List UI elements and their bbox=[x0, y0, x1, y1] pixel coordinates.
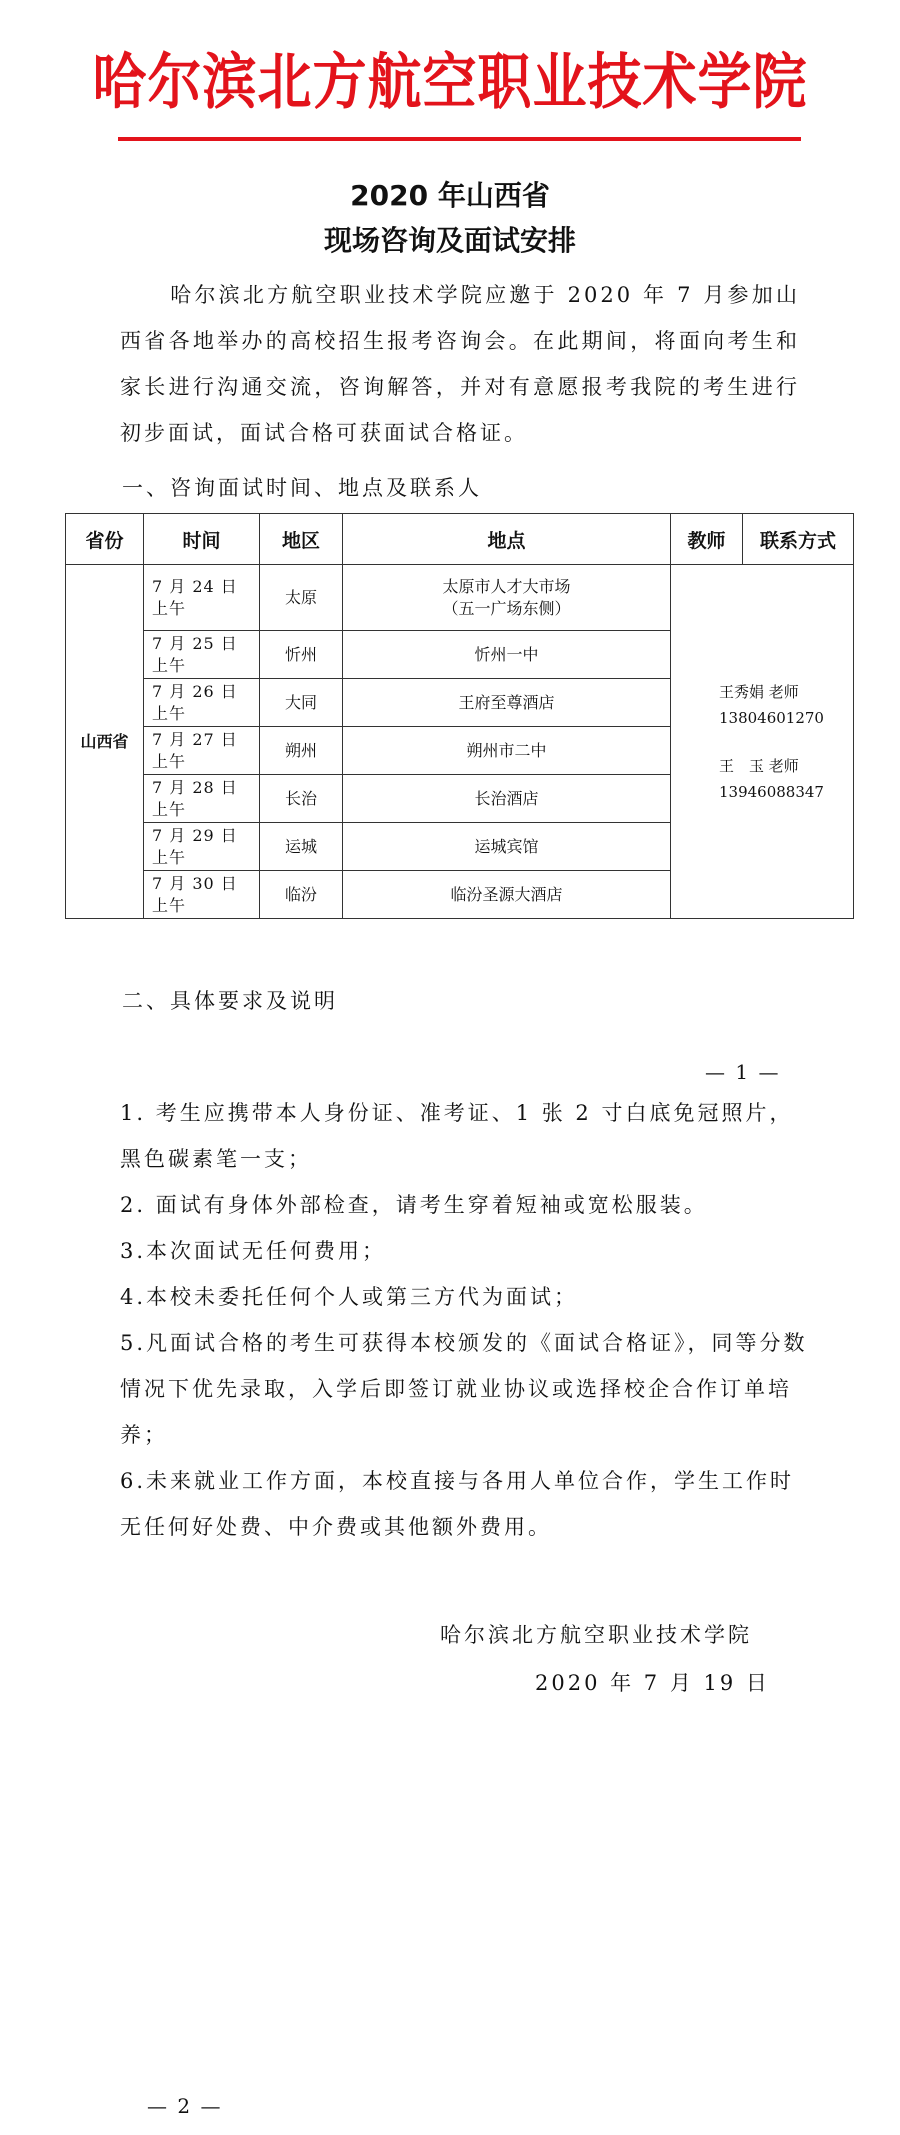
contact-name: 王 玉 老师 bbox=[719, 756, 799, 775]
time-cell: 7 月 27 日 上午 bbox=[144, 727, 260, 775]
section-heading-requirements: 二、具体要求及说明 bbox=[122, 989, 338, 1013]
signature-date: 2020 年 7 月 19 日 bbox=[535, 1671, 770, 1695]
region-cell: 运城 bbox=[260, 823, 343, 871]
region-cell: 朔州 bbox=[260, 727, 343, 775]
contact-name: 王秀娟 老师 bbox=[719, 682, 799, 701]
location-cell bbox=[343, 565, 671, 631]
letterhead-rule bbox=[118, 137, 801, 141]
list-item: 3.本次面试无任何费用； bbox=[120, 1239, 387, 1263]
region-cell: 临汾 bbox=[260, 871, 343, 919]
list-item: 5.凡面试合格的考生可获得本校颁发的《面试合格证》，同等分数情况下优先录取，入学后即签订就业协议或选择校企合作订单培养； bbox=[120, 1331, 808, 1447]
document-title-line1: 2020 年山西省 bbox=[350, 179, 550, 212]
contact-phone: 13804601270 bbox=[719, 708, 824, 727]
column-header-teacher: 教师 bbox=[671, 514, 743, 565]
table-row bbox=[66, 565, 854, 631]
signature-organization: 哈尔滨北方航空职业技术学院 bbox=[440, 1623, 752, 1647]
schedule-table bbox=[65, 513, 854, 919]
list-item: 4.本校未委托任何个人或第三方代为面试； bbox=[120, 1285, 579, 1309]
list-item: 1. 考生应携带本人身份证、准考证、1 张 2 寸白底免冠照片，黑色碳素笔一支； bbox=[120, 1101, 794, 1171]
column-header-location: 地点 bbox=[343, 514, 671, 565]
time-cell: 7 月 30 日 上午 bbox=[144, 871, 260, 919]
intro-paragraph bbox=[120, 272, 800, 456]
intro-text: 哈尔滨北方航空职业技术学院应邀于 2020 年 7 月参加山西省各地举办的高校招生报考咨询会。在此期间，将面向考生和家长进行沟通交流，咨询解答，并对有意愿报考我院的考生进行初步面试，面试合格可获面试合格证。 bbox=[120, 283, 800, 445]
region-cell: 太原 bbox=[260, 565, 343, 631]
location-cell: 朔州市二中 bbox=[343, 727, 671, 775]
time-cell: 7 月 26 日 上午 bbox=[144, 679, 260, 727]
location-cell: 忻州一中 bbox=[343, 631, 671, 679]
list-item: 2. 面试有身体外部检查，请考生穿着短袖或宽松服装。 bbox=[120, 1193, 708, 1217]
time-cell: 7 月 24 日 上午 bbox=[144, 565, 260, 631]
region-cell: 大同 bbox=[260, 679, 343, 727]
contact-cell bbox=[671, 565, 854, 919]
time-cell: 7 月 29 日 上午 bbox=[144, 823, 260, 871]
list-item: 6.未来就业工作方面，本校直接与各用人单位合作，学生工作时无任何好处费、中介费或其他额外费用。 bbox=[120, 1469, 795, 1539]
page-number: — 2 — bbox=[147, 2094, 223, 2118]
location-note: （五一广场东侧） bbox=[442, 598, 571, 618]
contact-phone: 13946088347 bbox=[719, 782, 824, 801]
location-cell: 长治酒店 bbox=[343, 775, 671, 823]
location-name: 太原市人才大市场 bbox=[442, 576, 571, 596]
column-header-time: 时间 bbox=[144, 514, 260, 565]
column-header-contact: 联系方式 bbox=[743, 514, 854, 565]
document-title-line2: 现场咨询及面试安排 bbox=[323, 224, 576, 257]
location-cell: 临汾圣源大酒店 bbox=[343, 871, 671, 919]
location-cell: 运城宾馆 bbox=[343, 823, 671, 871]
column-header-region: 地区 bbox=[260, 514, 343, 565]
time-cell: 7 月 25 日 上午 bbox=[144, 631, 260, 679]
region-cell: 长治 bbox=[260, 775, 343, 823]
province-cell: 山西省 bbox=[66, 565, 144, 919]
time-cell: 7 月 28 日 上午 bbox=[144, 775, 260, 823]
location-cell: 王府至尊酒店 bbox=[343, 679, 671, 727]
section-heading-schedule: 一、咨询面试时间、地点及联系人 bbox=[122, 476, 482, 500]
page-number: — 1 — bbox=[705, 1060, 781, 1084]
region-cell: 忻州 bbox=[260, 631, 343, 679]
table-header-row bbox=[66, 514, 854, 565]
letterhead-title: 哈尔滨北方航空职业技术学院 bbox=[92, 45, 808, 117]
requirements-list bbox=[120, 1090, 810, 1550]
column-header-province: 省份 bbox=[66, 514, 144, 565]
